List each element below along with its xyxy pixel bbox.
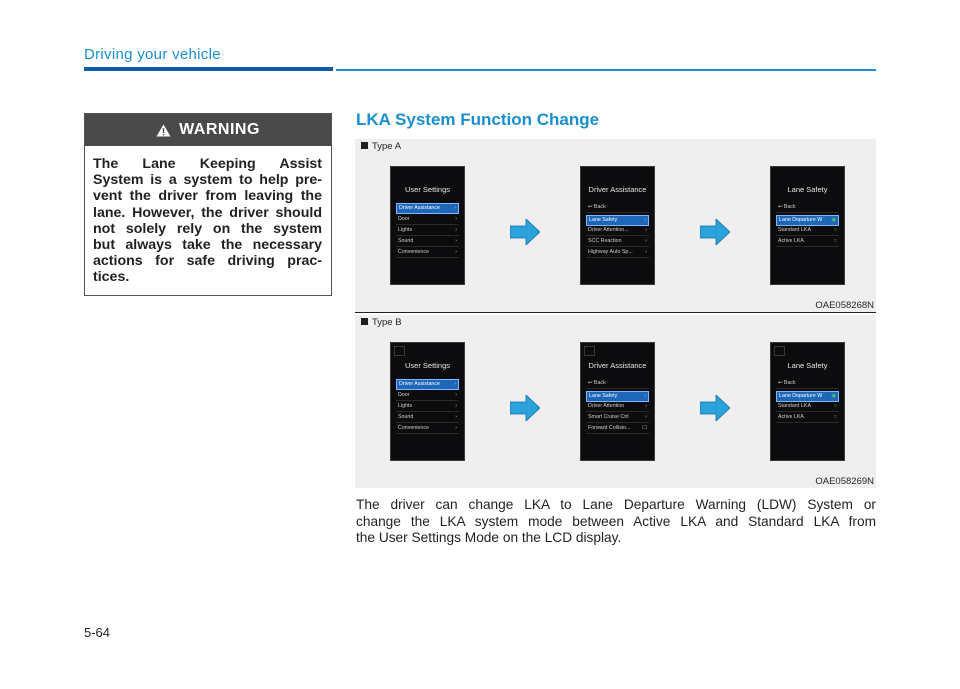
menu-row: Driver Attention › (586, 402, 649, 412)
chevron-right-icon: › (645, 227, 647, 233)
menu-row: SCC Reaction › (586, 237, 649, 247)
arrow-right-icon (700, 395, 730, 421)
screen-title: Driver Assistance (588, 185, 647, 194)
chevron-right-icon: › (454, 205, 456, 211)
menu-row: ↩ Back (776, 379, 839, 389)
arrow-right-icon (510, 395, 540, 421)
figure-divider (355, 312, 876, 313)
chevron-right-icon: › (644, 393, 646, 399)
menu-row: Standard LKA ○ (776, 226, 839, 236)
menu-row: Active LKA ○ (776, 413, 839, 423)
menu-row: Lane Safety › (586, 391, 649, 402)
screen-user-settings (390, 166, 465, 285)
menu-row: Door › (396, 391, 459, 401)
chevron-right-icon: › (455, 216, 457, 222)
screen-title: User Settings (404, 185, 451, 194)
warning-line: vent the driver from leaving the (93, 188, 322, 205)
bullet-square-icon (361, 142, 368, 149)
chevron-right-icon: › (455, 414, 457, 420)
menu-row: ↩ Back (586, 379, 649, 389)
chevron-right-icon: › (644, 217, 646, 223)
header-rule-light (336, 69, 876, 71)
figure-code: OAE058269N (815, 476, 874, 487)
screen-title: User Settings (404, 361, 451, 370)
warning-box (84, 113, 332, 296)
screen-driver-assistance (580, 166, 655, 285)
menu-row: Lights › (396, 402, 459, 412)
warning-line: tices. (93, 269, 130, 286)
menu-row: Lights › (396, 226, 459, 236)
body-line: the User Settings Mode on the LCD display. (356, 530, 622, 545)
warning-text (85, 146, 331, 286)
radio-icon: ○ (833, 403, 837, 409)
chevron-right-icon: › (455, 249, 457, 255)
radio-selected-icon: ◉ (831, 393, 836, 399)
menu-row: Lane Safety › (586, 215, 649, 226)
warning-title: WARNING (179, 121, 260, 138)
body-line: change the LKA system mode between Active LKA and Standard LKA from (356, 513, 876, 529)
figure-type-b (355, 315, 876, 488)
menu-row: Forward Collisio... ☐ (586, 424, 649, 434)
warning-triangle-icon (156, 124, 171, 137)
chevron-right-icon: › (455, 227, 457, 233)
menu-row: Convenience › (396, 424, 459, 434)
arrow-right-icon (700, 219, 730, 245)
menu-row: Driver Assistance › (396, 379, 459, 390)
screen-title: Driver Assistance (588, 361, 647, 370)
menu-row: Door › (396, 215, 459, 225)
screen-lane-safety (770, 166, 845, 285)
chevron-right-icon: › (645, 238, 647, 244)
chevron-right-icon: › (455, 238, 457, 244)
chevron-right-icon: › (455, 392, 457, 398)
header-rule-dark (84, 67, 333, 71)
radio-selected-icon: ◉ (831, 217, 836, 223)
chevron-right-icon: › (455, 425, 457, 431)
menu-row: Active LKA ○ (776, 237, 839, 247)
type-b-label-text: Type B (372, 317, 402, 328)
radio-icon: ○ (833, 414, 837, 420)
chevron-right-icon: › (454, 381, 456, 387)
warning-line: lane. However, the driver should (93, 204, 322, 221)
menu-row: ↩ Back (586, 203, 649, 213)
section-title: LKA System Function Change (356, 110, 600, 129)
warning-line: The Lane Keeping Assist (93, 156, 322, 172)
type-a-label-text: Type A (372, 141, 402, 152)
body-paragraph (356, 497, 876, 547)
menu-row: Driver Assistance › (396, 203, 459, 214)
radio-icon: ○ (833, 238, 837, 244)
screen-user-settings (390, 342, 465, 461)
menu-row: Convenience › (396, 248, 459, 258)
screen-title: Lane Safety (787, 361, 828, 370)
section-header: Driving your vehicle (84, 46, 221, 63)
menu-row: Sound › (396, 413, 459, 423)
chevron-right-icon: › (645, 249, 647, 255)
chevron-right-icon: › (645, 403, 647, 409)
radio-icon: ○ (833, 227, 837, 233)
menu-row: Lane Departure W ◉ (776, 215, 839, 226)
warning-line: but always take the necessary (93, 237, 322, 254)
warning-line: actions for safe driving prac- (93, 253, 322, 270)
type-a-label (361, 141, 401, 152)
home-icon (584, 346, 595, 356)
screen-title: Lane Safety (787, 185, 828, 194)
figure-code: OAE058268N (815, 300, 874, 311)
menu-row: Smart Cruise Ctrl › (586, 413, 649, 423)
chevron-right-icon: › (645, 414, 647, 420)
screen-driver-assistance (580, 342, 655, 461)
home-icon (394, 346, 405, 356)
menu-row: Lane Departure W ◉ (776, 391, 839, 402)
bullet-square-icon (361, 318, 368, 325)
figure-type-a (355, 139, 876, 312)
menu-row: Standard LKA ○ (776, 402, 839, 412)
body-line: The driver can change LKA to Lane Departure Warning (LDW) System or (356, 497, 876, 512)
page-number: 5-64 (84, 625, 111, 640)
chevron-right-icon: › (455, 403, 457, 409)
warning-header (85, 114, 331, 146)
type-b-label (361, 317, 402, 328)
menu-row: Driver Attention... › (586, 226, 649, 236)
screen-lane-safety (770, 342, 845, 461)
home-icon (774, 346, 785, 356)
menu-row: Sound › (396, 237, 459, 247)
warning-line: System is a system to help pre- (93, 172, 322, 189)
menu-row: Highway Auto Sp... › (586, 248, 649, 258)
menu-row: ↩ Back (776, 203, 839, 213)
checkbox-icon: ☐ (642, 425, 647, 431)
warning-line: not solely rely on the system (93, 220, 322, 237)
arrow-right-icon (510, 219, 540, 245)
